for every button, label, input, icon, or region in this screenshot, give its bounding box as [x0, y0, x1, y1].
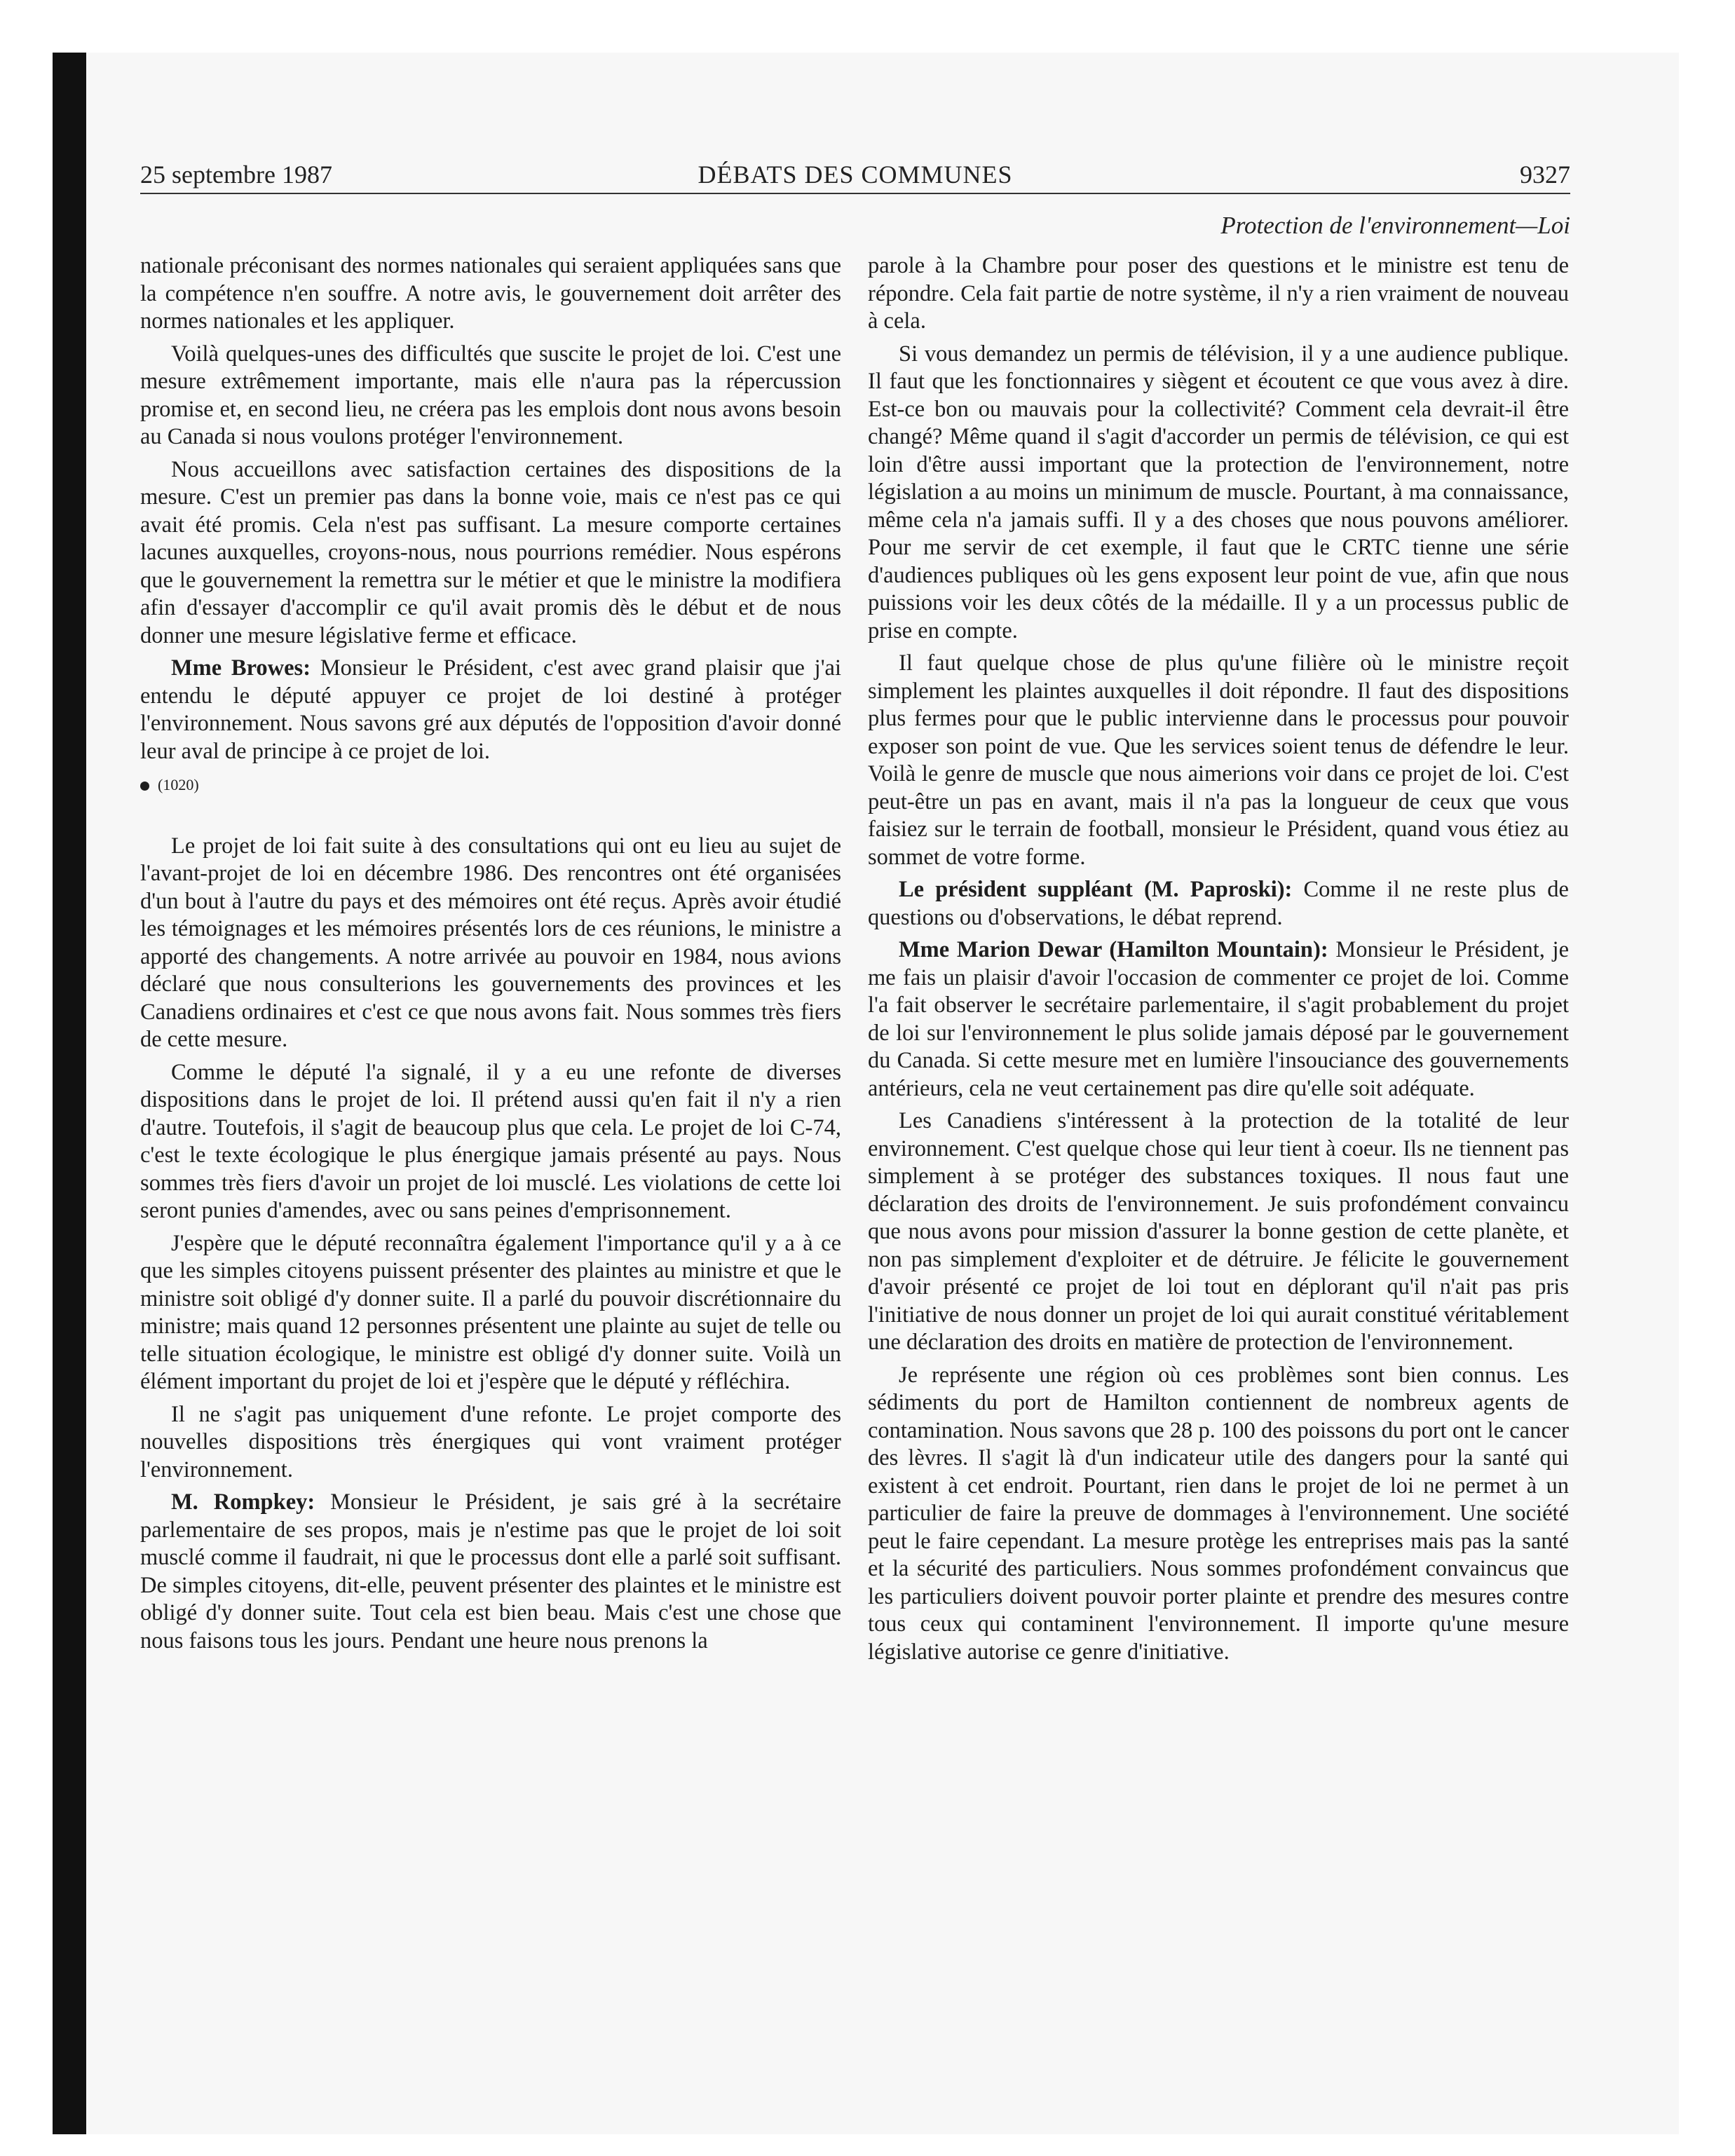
- paragraph: Il faut quelque chose de plus qu'une filière où le ministre reçoit simplement les plaintes auxquelles il doit répondre. Il faut des dispositions plus fermes pour que le public intervienne dans le processus pour pouvoir exposer son point de vue. Que les services soient tenus de défendre le leur. Voilà le genre de muscle que nous aimerions voir dans ce projet de loi. C'est peut-être un pas en avant, mais il n'a pas la longueur de ceux que vous faisiez sur le terrain de football, monsieur le Président, quand vous étiez au sommet de votre forme.: [868, 650, 1569, 870]
- header-date: 25 septembre 1987: [140, 161, 332, 189]
- paragraph: Comme le député l'a signalé, il y a eu une refonte de diverses dispositions dans le projet de loi. Il prétend aussi qu'en fait il n'y a rien d'autre. Toutefois, il s'agit de beaucoup plus que cela. Le projet de loi C-74, c'est le texte écologique le plus énergique jamais présenté au pays. Nous sommes très fiers d'avoir un projet de loi musclé. Les violations de cette loi seront punies d'amendes, avec ou sans peines d'emprisonnement.: [140, 1059, 841, 1223]
- header-title: DÉBATS DES COMMUNES: [698, 161, 1013, 189]
- paragraph: [868, 876, 1569, 932]
- paragraph: parole à la Chambre pour poser des questions et le ministre est tenu de répondre. Cela fait partie de notre système, il n'y a rien vraiment de nouveau à cela.: [868, 253, 1569, 334]
- speaker-name: Le président suppléant (M. Paproski):: [899, 877, 1293, 902]
- paragraph: [140, 1489, 841, 1655]
- time-marker-text: (1020): [158, 776, 199, 793]
- speaker-name: Mme Browes:: [171, 655, 311, 681]
- paragraph: Les Canadiens s'intéressent à la protection de la totalité de leur environnement. C'est quelque chose qui leur tient à coeur. Ils ne tiennent pas simplement à se protéger des substances toxiques. Il nous faut une déclaration des droits de l'environnement. Je suis profondément convaincu que nous avons pour mission d'assurer la bonne gestion de cette planète, et non pas simplement d'exploiter et de détruire. Je félicite le gouvernement d'avoir présenté ce projet de loi tout en déplorant qu'il n'ait pas pris l'initiative de nous donner un projet de loi qui aurait constitué véritablement une déclaration des droits en matière de protection de l'environnement.: [868, 1108, 1569, 1355]
- speech-text: Monsieur le Président, c'est avec grand plaisir que j'ai entendu le député appuyer ce projet de loi destiné à protéger l'environnement. Nous savons gré aux députés de l'opposition d'avoir donné leur aval de principe à ce projet de loi.: [140, 655, 841, 764]
- speaker-name: Mme Marion Dewar (Hamilton Mountain):: [899, 937, 1328, 962]
- paragraph: Je représente une région où ces problèmes sont bien connus. Les sédiments du port de Hamilton contiennent de nombreux agents de contamination. Nous savons que 28 p. 100 des poissons du port ont le cancer des lèvres. Il s'agit là d'un indicateur utile des dangers pour la santé qui existent à cet endroit. Pourtant, rien dans le projet de loi ne permet à un particulier de faire la preuve de dommages à l'environnement. Une société peut le faire cependant. La mesure protège les entreprises mais pas la santé et la sécurité des particuliers. Nous sommes profondément convaincus que les particuliers doivent pouvoir porter plainte et prendre des mesures contre tous ceux qui contaminent l'environnement. Il importe qu'une mesure législative autorise ce genre d'initiative.: [868, 1362, 1569, 1665]
- speech-text: Comme il ne reste plus de questions ou d'observations, le débat reprend.: [868, 877, 1569, 930]
- time-marker: [140, 771, 841, 799]
- paragraph: Nous accueillons avec satisfaction certaines des dispositions de la mesure. C'est un premier pas dans la bonne voie, mais ce n'est pas ce qui avait été promis. Cela n'est pas suffisant. La mesure comporte certaines lacunes auxquelles, croyons-nous, nous pourrions remédier. Nous espérons que le gouvernement la remettra sur le métier et que le ministre la modifiera afin d'essayer d'accomplir ce qu'il avait promis dès le début et de nous donner une mesure législative ferme et efficace.: [140, 456, 841, 648]
- header-rule: [140, 193, 1570, 194]
- left-column: [140, 252, 841, 1660]
- paragraph: [140, 655, 841, 765]
- speech-text: Monsieur le Président, je me fais un plaisir d'avoir l'occasion de commenter ce projet de loi. Comme l'a fait observer le secrétaire parlementaire, il s'agit probablement du projet de loi sur l'environnement le plus solide jamais déposé par le gouvernement du Canada. Si cette mesure met en lumière l'insouciance des gouvernements antérieurs, cela ne veut certainement pas dire qu'elle soit adéquate.: [868, 937, 1569, 1101]
- paragraph: Voilà quelques-unes des difficultés que suscite le projet de loi. C'est une mesure extrêmement importante, mais elle n'aura pas la répercussion promise et, en second lieu, ne créera pas les emplois dont nous avons besoin au Canada si nous voulons protéger l'environnement.: [140, 341, 841, 449]
- paragraph: Il ne s'agit pas uniquement d'une refonte. Le projet comporte des nouvelles dispositions très énergiques qui vont vraiment protéger l'environnement.: [140, 1401, 841, 1482]
- paragraph: J'espère que le député reconnaîtra également l'importance qu'il y a à ce que les simples citoyens puissent présenter des plaintes au ministre et que le ministre soit obligé d'y donner suite. Il a parlé du pouvoir discrétionnaire du ministre; mais quand 12 personnes présentent une plainte au sujet de telle ou telle situation écologique, le ministre est obligé d'y donner suite. Voilà un élément important du projet de loi et j'espère que le député y réfléchira.: [140, 1230, 841, 1394]
- speech-text: Monsieur le Président, je sais gré à la secrétaire parlementaire de ses propos, mais je n'estime pas que le projet de loi soit musclé comme il faudrait, ni que le processus dont elle a parlé soit suffisant. De simples citoyens, dit-elle, peuvent présenter des plaintes et le ministre est obligé d'y donner suite. Tout cela est bien beau. Mais c'est une chose que nous faisons tous les jours. Pendant une heure nous prenons la: [140, 1489, 841, 1653]
- paragraph: Si vous demandez un permis de télévision, il y a une audience publique. Il faut que les fonctionnaires y siègent et écoutent ce que vous avez à dire. Est-ce bon ou mauvais pour la collectivité? Comment cela devrait-il être changé? Même quand il s'agit d'accorder un permis de télévision, ce qui est loin d'être aussi important que la protection de l'environnement, notre législation a au moins un minimum de muscle. Pourtant, à ma connaissance, même cela n'a jamais suffi. Il y a des choses que nous pouvons améliorer. Pour me servir de cet exemple, il faut que le CRTC tienne une série d'audiences publiques où les gens exposent leur point de vue, afin que nous puissions voir les deux côtés de la médaille. Il y a un processus public de prise en compte.: [868, 341, 1569, 643]
- bullet-dot-icon: [140, 782, 149, 791]
- paragraph: Le projet de loi fait suite à des consultations qui ont eu lieu au sujet de l'avant-projet de loi en décembre 1986. Des rencontres ont été organisées d'un bout à l'autre du pays et des mémoires ont été reçus. Après avoir étudié les témoignages et les mémoires présentés lors de ces réunions, le ministre a apporté des changements. A notre arrivée au pouvoir en 1984, nous avions déclaré que nous consulterions les gouvernements des provinces et les Canadiens ordinaires et c'est ce que nous avons fait. Nous sommes très fiers de cette mesure.: [140, 833, 841, 1052]
- paragraph: nationale préconisant des normes nationales qui seraient appliquées sans que la compétence n'en souffre. A notre avis, le gouvernement doit arrêter des normes nationales et les appliquer.: [140, 253, 841, 334]
- right-column: [868, 252, 1569, 1671]
- paragraph: [868, 936, 1569, 1103]
- header-page-number: 9327: [1520, 161, 1570, 189]
- speaker-name: M. Rompkey:: [171, 1489, 315, 1515]
- section-subheading: Protection de l'environnement—Loi: [1220, 212, 1570, 239]
- scan-edge-bar: [53, 53, 86, 2134]
